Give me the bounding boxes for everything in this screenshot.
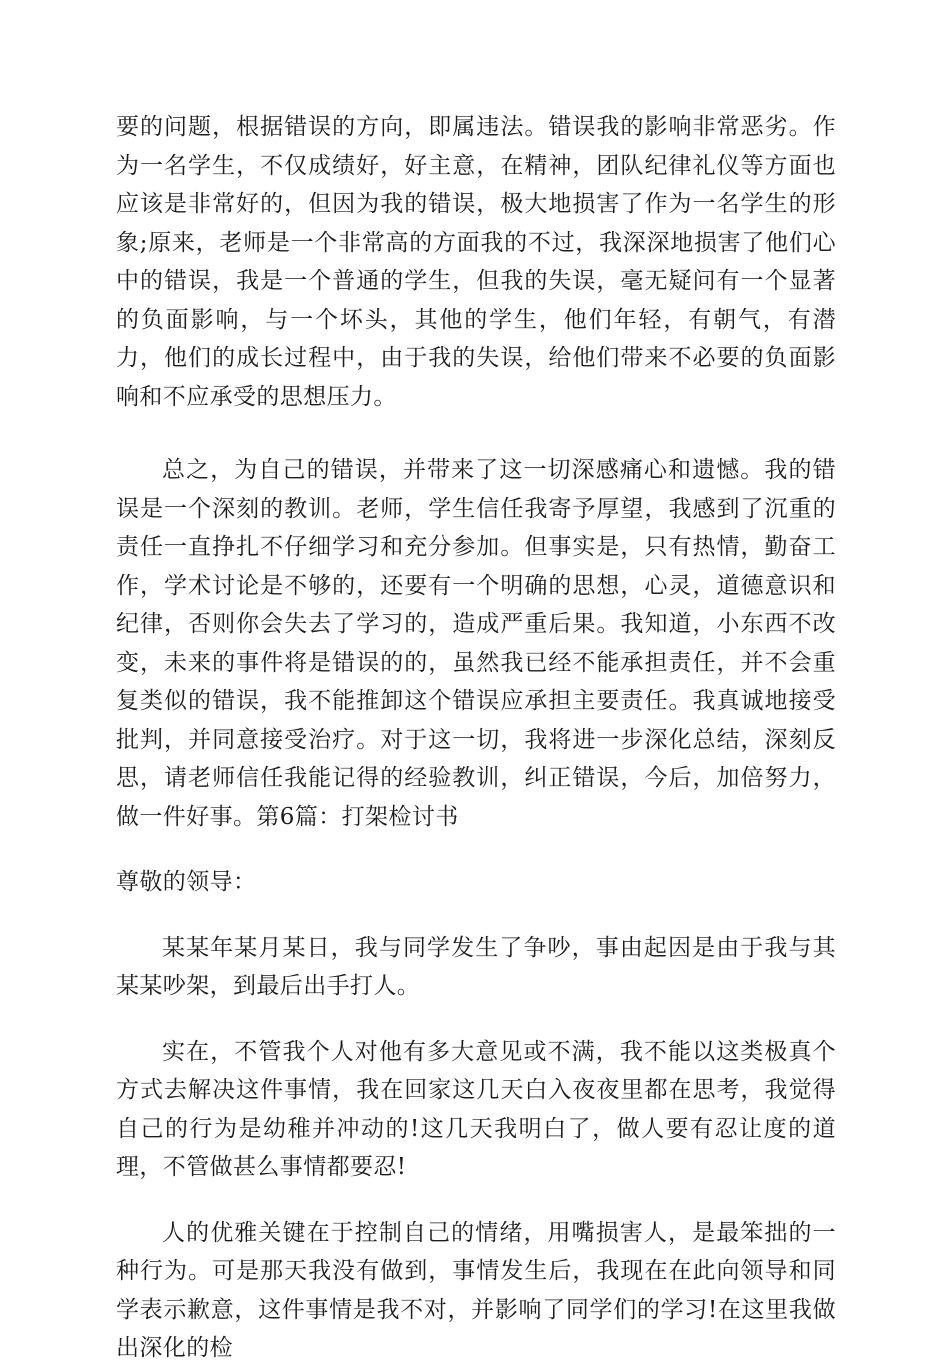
paragraph-4: 实在，不管我个人对他有多大意见或不满，我不能以这类极真个方式去解决这件事情，我在回家这几天白入夜夜里都在思考，我觉得自己的行为是幼稚并冲动的!这几天我明白了，做人要有忍让度的道理，不管做甚么事情都要忍! <box>116 1038 836 1180</box>
document-body <box>116 108 836 1368</box>
paragraph-1: 要的问题，根据错误的方向，即属违法。错误我的影响非常恶劣。作为一名学生，不仅成绩好，好主意，在精神，团队纪律礼仪等方面也应该是非常好的，但因为我的错误，极大地损害了作为一名学生的形象;原来，老师是一个非常高的方面我的不过，我深深地损害了他们心中的错误，我是一个普通的学生，但我的失误，毫无疑问有一个显著的负面影响，与一个坏头，其他的学生，他们年轻，有朝气，有潜力，他们的成长过程中，由于我的失误，给他们带来不必要的负面影响和不应承受的思想压力。 <box>116 114 836 410</box>
salutation: 尊敬的领导： <box>116 869 257 895</box>
paragraph-2: 总之，为自己的错误，并带来了这一切深感痛心和遗憾。我的错误是一个深刻的教训。老师，学生信任我寄予厚望，我感到了沉重的责任一直挣扎不仔细学习和充分参加。但事实是，只有热情，勤奋工作，学术讨论是不够的，还要有一个明确的思想，心灵，道德意识和纪律，否则你会失去了学习的，造成严重后果。我知道，小东西不改变，未来的事件将是错误的的，虽然我已经不能承担责任，并不会重复类似的错误，我不能推卸这个错误应承担主要责任。我真诚地接受批判，并同意接受治疗。对于这一切，我将进一步深化总结，深刻反思，请老师信任我能记得的经验教训，纠正错误，今后，加倍努力，做一件好事。第6篇：打架检讨书 <box>116 457 836 830</box>
paragraph-5: 人的优雅关键在于控制自己的情绪，用嘴损害人，是最笨拙的一种行为。可是那天我没有做到，事情发生后，我现在在此向领导和同学表示歉意，这件事情是我不对，并影响了同学们的学习!在这里我做出深化的检 <box>116 1219 836 1361</box>
paragraph-3: 某某年某月某日，我与同学发生了争吵，事由起因是由于我与其某某吵架，到最后出手打人。 <box>116 934 836 999</box>
